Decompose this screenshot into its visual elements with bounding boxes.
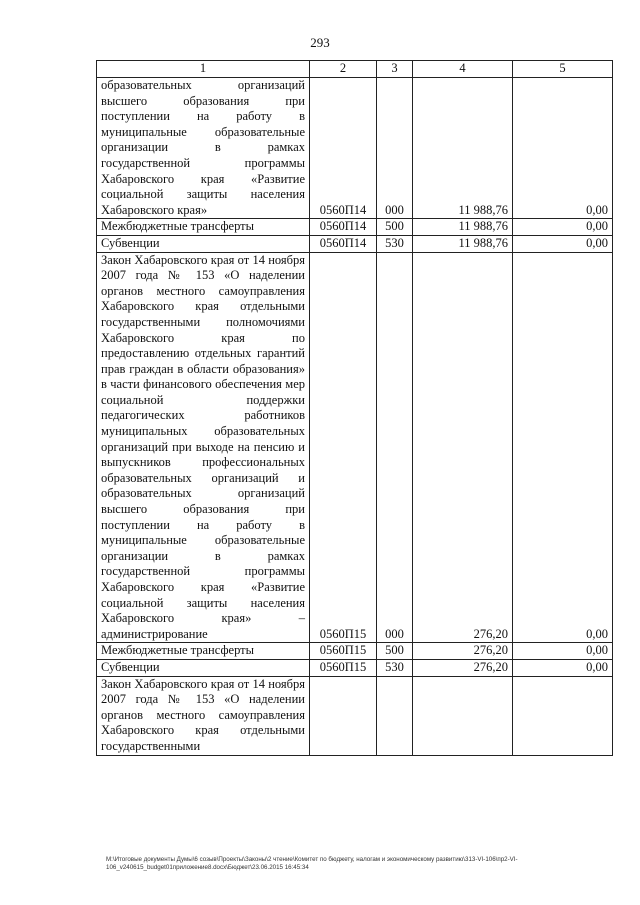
budget-table — [96, 60, 613, 756]
row-amount-year1: 276,20 — [413, 252, 513, 643]
document-path-footer: M:\Итоговые документы Думы\6 созыв\Проекты\Законы\2 чтение\Комитет по бюджету, налогам и экономическому развитию\313-VI-106\пр2-VI-106_v240615_budget01приложение8.docx\Бюджет\23.06.2015 16:45:34 — [106, 856, 518, 871]
row-target-code: 0560П14 — [310, 78, 377, 219]
row-amount-year2: 0,00 — [513, 78, 613, 219]
row-target-code: 0560П14 — [310, 219, 377, 236]
row-expense-type: 500 — [377, 643, 413, 660]
row-target-code: 0560П15 — [310, 659, 377, 676]
row-amount-year1: 11 988,76 — [413, 219, 513, 236]
row-description: Субвенции — [97, 235, 310, 252]
header-col-3: 3 — [377, 61, 413, 78]
row-description: Закон Хабаровского края от 14 ноября 2007 года № 153 «О наделении органов местного самоуправления Хабаровского края отдельными государственными полномочиями Хабаровского края по предоставлению отдельных гарантий прав граждан в области образования» в части финансового обеспечения мер социальной поддержки педагогических работников муниципальных образовательных организаций при выходе на пенсию и выпускников профессиональных образовательных организаций и образовательных организаций высшего образования при поступлении на работу в муниципальные образовательные организации в рамках государственной программы Хабаровского края «Развитие социальной защиты населения Хабаровского края» – администрирование — [97, 252, 310, 643]
row-expense-type: 530 — [377, 659, 413, 676]
row-description: Межбюджетные трансферты — [97, 219, 310, 236]
table-row — [97, 676, 613, 755]
row-target-code — [310, 676, 377, 755]
table-row — [97, 252, 613, 643]
row-amount-year2: 0,00 — [513, 252, 613, 643]
table-row — [97, 643, 613, 660]
row-amount-year2: 0,00 — [513, 659, 613, 676]
table-row — [97, 78, 613, 219]
row-target-code: 0560П15 — [310, 252, 377, 643]
row-amount-year1: 11 988,76 — [413, 235, 513, 252]
row-amount-year2: 0,00 — [513, 219, 613, 236]
table-row — [97, 219, 613, 236]
table-row — [97, 235, 613, 252]
row-description: образовательных организаций высшего образования при поступлении на работу в муниципальные образовательные организации в рамках государственной программы Хабаровского края «Развитие социальной защиты населения Хабаровского края» — [97, 78, 310, 219]
row-amount-year1: 11 988,76 — [413, 78, 513, 219]
row-amount-year2: 0,00 — [513, 643, 613, 660]
row-amount-year1: 276,20 — [413, 659, 513, 676]
page-number: 293 — [310, 35, 330, 50]
row-expense-type: 000 — [377, 78, 413, 219]
row-amount-year1 — [413, 676, 513, 755]
row-amount-year2 — [513, 676, 613, 755]
row-expense-type — [377, 676, 413, 755]
header-col-5: 5 — [513, 61, 613, 78]
table-row — [97, 659, 613, 676]
row-description: Закон Хабаровского края от 14 ноября 2007 года № 153 «О наделении органов местного самоуправления Хабаровского края отдельными государственными — [97, 676, 310, 755]
row-expense-type: 500 — [377, 219, 413, 236]
header-col-1: 1 — [97, 61, 310, 78]
row-amount-year1: 276,20 — [413, 643, 513, 660]
row-expense-type: 530 — [377, 235, 413, 252]
row-target-code: 0560П15 — [310, 643, 377, 660]
header-col-2: 2 — [310, 61, 377, 78]
header-col-4: 4 — [413, 61, 513, 78]
table-header-row — [97, 61, 613, 78]
row-description: Субвенции — [97, 659, 310, 676]
row-description: Межбюджетные трансферты — [97, 643, 310, 660]
row-amount-year2: 0,00 — [513, 235, 613, 252]
row-target-code: 0560П14 — [310, 235, 377, 252]
row-expense-type: 000 — [377, 252, 413, 643]
